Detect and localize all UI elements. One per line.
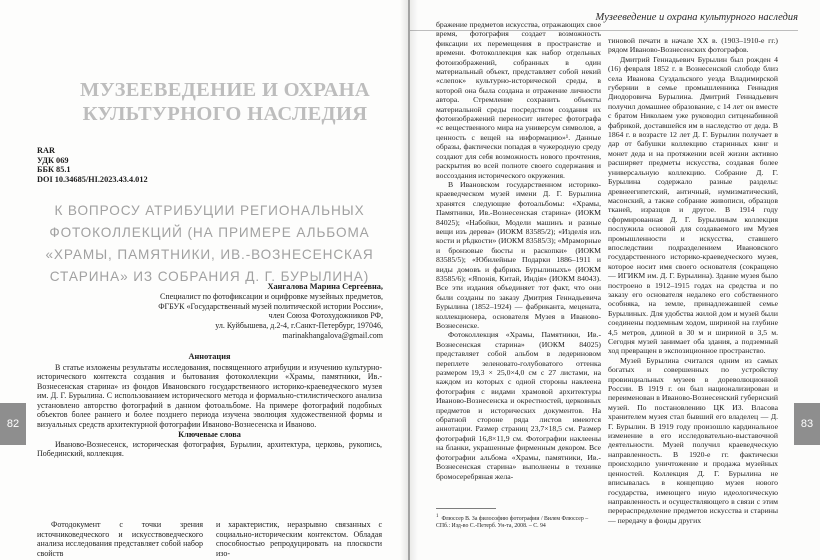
author-block bbox=[133, 282, 383, 341]
footnote-text: Флюссер В. За философию фотографии / Вилем Флюссер – СПб.: Изд-во С.-Петерб. Ун-та, 2008. – С. 94 bbox=[436, 515, 589, 530]
footnote-number: 1 bbox=[436, 514, 439, 519]
body-paragraph: и характеристик, неразрывно связанных с социально-историческим контекстом. Обладая способностью репродуцировать на плоскости изо- bbox=[216, 520, 382, 558]
article-body-start bbox=[37, 520, 382, 558]
section-title: МУЗЕЕВЕДЕНИЕ И ОХРАНА КУЛЬТУРНОГО НАСЛЕДИЯ bbox=[79, 79, 371, 125]
article-title: К ВОПРОСУ АТРИБУЦИИ РЕГИОНАЛЬНЫХ ФОТОКОЛЛЕКЦИЙ (НА ПРИМЕРЕ АЛЬБОМА «ХРАМЫ, ПАМЯТНИКИ, ИВ.-ВОЗНЕСЕНСКАЯ СТАРИНА» ИЗ СОБРАНИЯ Д. Г. БУРЫЛИНА) bbox=[45, 203, 374, 284]
author-email[interactable]: marinakhangalova@gmail.com bbox=[282, 330, 383, 340]
page-number-right: 83 bbox=[794, 403, 820, 445]
left-page bbox=[0, 0, 408, 560]
author-name: Хангалова Марина Сергеевна, bbox=[267, 282, 383, 291]
body-paragraph: Музей Бурылина считался одним из самых богатых и совершенных по устройству провинциальных музеев в дореволюционной России. В 1919 г. он был национализирован и переименован в Иваново-Вознесенский губернский музей. По постановлению ЦК ИЗ. Власова хранителем музея стал бывший его владелец — Д. Г. Бурылин. В 1919 году произошло кардинальное изменение в его исследовательно-выставочной деятельности. Музей получил краеведческую направленность. В 1920-е гг. фактически происходило уничтожение и продажа музейных ценностей. Коллекция Д. Г. Бурылина не вписывалась в концепцию музея нового государства, имеющего иную идеологическую направленность и осуществляющего в связи с этим перераспределение предметов искусства и старины — передачу в фонды других bbox=[608, 355, 778, 525]
udc-code: УДК 069 bbox=[37, 155, 69, 165]
article-metadata bbox=[37, 146, 148, 184]
footnote bbox=[436, 513, 596, 531]
page-number-left: 82 bbox=[0, 403, 26, 445]
body-paragraph: В Ивановском государственном историко-краеведческом музей имени Д. Г. Бурылина хранятся следующие фотоальбомы: «Храмы, Памятники, Ив.-Вознесенская старина» (ИОКМ 84025); «Набойки, Модели машинъ и разные вещи изъ дерева» (ИОКМ 83585/2); «Изделія изъ кости и рѣдкости» (ИОКМ 83585/3); «Мраморные и бронзовые бюсты и раскопки» (ИОКМ 83585/5); «Юбилейные Подарки 1886–1911 и виды домовъ и фабрикъ Бурылиныхъ» (ИОКМ 83585/6); «Японія, Китай, Индія» (ИОКМ 84043). Все эти издания объединяет тот факт, что они были созданы по заказу Дмитрия Геннадьевича Бурылина (1852–1924) — фабриканта, мецената, коллекционера, основателя Музея в Иваново-Вознесенске. bbox=[436, 179, 601, 330]
book-spine bbox=[400, 0, 418, 560]
running-header: Музееведение и охрана культурного наследия bbox=[595, 12, 798, 23]
keywords-heading: Ключевые слова bbox=[178, 430, 241, 439]
right-page-column-1 bbox=[436, 20, 601, 481]
author-address: ул. Куйбышева, д.2-4, г.Санкт-Петербург, 197046, bbox=[215, 321, 383, 331]
author-organization: ФГБУК «Государственный музей политической истории России», bbox=[158, 301, 383, 311]
author-membership: член Союза Фотохудожников РФ, bbox=[268, 311, 383, 321]
body-paragraph: бражение предметов искусства, отражающих свое время, фотография создает возможность фиксации их перемещения в пространстве и времени. Фотоколлекция как набор отдельных фотоизображений, собранных в один материальный объект, представляет собой некий «слепок» культурно-исторической среды, в которой она была создана и отражение личности автора. Стремление сохранить объекты материальной среды посредством создания их фотоизображений переносит интерес фотографа «с вещественного мира на универсум символов, а ценность с вещей на информацию»¹. Данные образы, фактически попадая в чужеродную среду создают для себя возможность нового прочтения, раскрытия во всей полноте своего содержания и воссоздания исторического окружения. bbox=[436, 20, 601, 180]
body-paragraph: Фотодокумент с точки зрения источниковедческого и искусствоведческого анализа исследования представляет собой набор свойств bbox=[37, 520, 203, 558]
rar-code: RAR bbox=[37, 146, 55, 155]
doi: DOI 10.34685/HI.2023.43.4.012 bbox=[37, 174, 148, 184]
body-paragraph: Фотоколлекция «Храмы, Памятники, Ив.-Вознесенская старина» (ИОКМ 84025) представляет собой альбом в ледериновом переплете зеленовато-голубоватого оттенка размером 19,3 × 25,0×4,0 см с 27 листами, на каждом из которых с одной стороны наклеена фотография с видами храмовой архитектуры Иваново-Вознесенска и окрестностей, церковных предметов и исторических документов. На обратной стороне ряда листов имеются аннотации. Размер страниц 23,7×18,5 см. Размер фотографий 16,8×11,9 см. Фотографии наклеены на бланки, украшенные фирменным декором. Все фотографии альбома «Храмы, памятники, Ив.-Вознесенская старина» выполнены в технике бромосеребряная жела- bbox=[436, 330, 601, 481]
abstract bbox=[37, 352, 382, 459]
abstract-heading: Аннотация bbox=[188, 352, 231, 361]
footnote-rule bbox=[436, 508, 496, 509]
body-paragraph: тиновой печати в начале XX в. (1903–1910-е гг.) рядом Иваново-Вознесенских фотографов. bbox=[608, 36, 778, 55]
abstract-text: В статье изложены результаты исследования, посвященного атрибуции и изучению культурно-исторического контекста создания и бытования фотоколлекции «Храмы, памятники, Ив.-Вознесенская старина» из фондов Ивановского государственного историко-краеведческого музея им. Д. Г. Бурылина. С использованием исторического метода и формально-стилистического анализа установлено авторство фотографий в данном фотоальбоме. На примере фотографий подобных объектов более раннего и более позднего периода изучена эволюция художественной формы и визуальных средств архитектурной фотографии Иваново-Вознесенска и Иваново. bbox=[37, 362, 382, 429]
body-paragraph: Дмитрий Геннадьевич Бурылин был рожден 4 (16) февраля 1852 г. в Вознесенской слободе близ села Иванова Суздальского уезда Владимирской губернии в семье промышленника Геннадия Диодоровича Бурылина. Дмитрий Геннадьевич получил домашнее образование, с 14 лет он вместе с братом Николаем уже руководил ситценабивной фабрикой, доставшейся им в наследство от деда. В 1864 г. в возрасте 12 лет Д. Г. Бурылин получает в дар от бабушки коллекцию старинных книг и монет деда и на протяжении всей жизни активно расширяет предметы искусства, создавая более универсальную коллекцию. Собрание Д. Г. Бурылина содержало разные разделы: древнеегипетский, античный, нумизматический, масонский, а также собрание живописи, образцов тканей, изразцов и другое. В 1914 году сформированная Д. Г. Бурылиным коллекция послужила основой для создаваемого им Музея промышленности и искусства, ставшего впоследствии подразделением Ивановского государственного историко-краеведческого музея, которое носит имя своего основателя (сокращено — ИГИКМ им. Д. Г. Бурылина). Здание музея было построено в 1912–1915 годах на средства и по заказу его основателя недалеко его собственного особняка, на земле, принадлежавшей семье Бурылиных. Для удобства жилой дом и музей были соединены подземным ходом, шириной на глубине 4,5 метров, длиной в 30 м и шириной в 3,5 м. Сегодня музей занимает оба здания, а подземный ход превращен в экспозиционное пространство. bbox=[608, 54, 778, 356]
bbk-code: ББК 85.1 bbox=[37, 165, 71, 175]
author-position: Специалист по фотофиксации и оцифровке музейных предметов, bbox=[160, 291, 383, 301]
keywords-text: Иваново-Вознесенск, историческая фотография, Бурылин, архитектура, церковь, рукопись, Побединский, коллекция. bbox=[37, 439, 382, 458]
right-page-column-2 bbox=[608, 36, 778, 525]
